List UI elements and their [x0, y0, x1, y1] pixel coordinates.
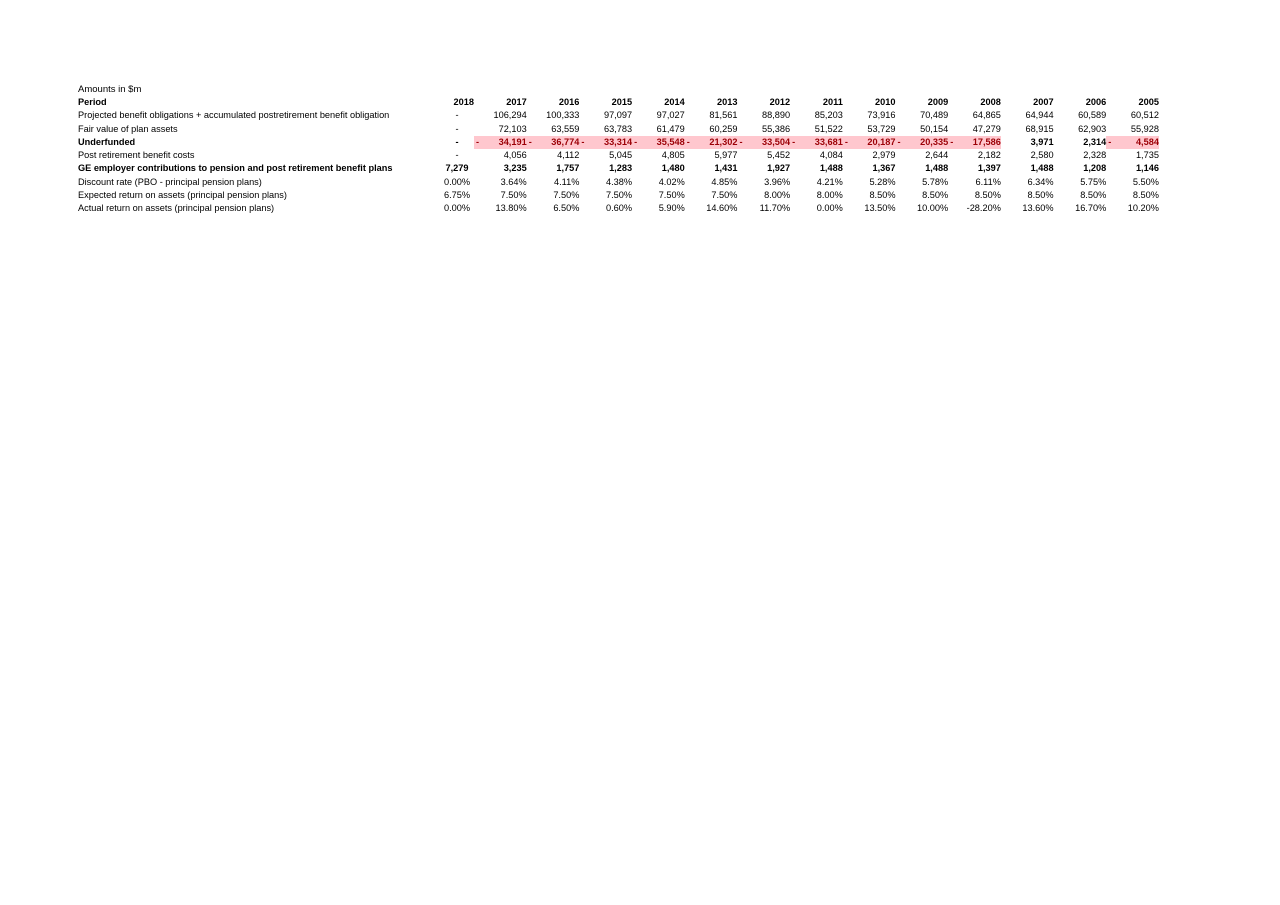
table-row — [78, 162, 1159, 175]
year-header: 2011 — [822, 97, 843, 107]
row-label: Projected benefit obligations + accumulated postretirement benefit obligation — [78, 110, 390, 121]
table-cell: 3.96% — [764, 176, 791, 187]
negative-sign: - — [634, 136, 638, 147]
negative-sign: - — [686, 136, 690, 147]
table-cell: 16.70% — [1075, 203, 1107, 214]
table-cell: 53,729 — [867, 123, 896, 134]
table-cell: 13.60% — [1022, 203, 1054, 214]
table-cell: 10.20% — [1127, 203, 1159, 214]
cell-value: 20,335 — [920, 136, 949, 147]
year-header: 2016 — [558, 97, 580, 107]
negative-sign: - — [844, 136, 848, 147]
table-cell: 68,915 — [1025, 123, 1054, 134]
row-label: Actual return on assets (principal pension plans) — [78, 203, 275, 214]
table-cell: 14.60% — [706, 203, 738, 214]
table-cell — [896, 136, 949, 149]
header-row — [78, 96, 1159, 109]
table-cell: 1,735 — [1135, 150, 1159, 161]
table-cell: 1,488 — [925, 163, 949, 174]
table-cell: 61,479 — [656, 123, 685, 134]
table-cell: 5.50% — [1132, 176, 1159, 187]
table-cell: 2,328 — [1083, 150, 1107, 161]
year-header: 2018 — [453, 97, 474, 107]
table-cell: - — [455, 110, 459, 121]
negative-sign: - — [897, 136, 901, 147]
table-cell: 6.50% — [553, 203, 580, 214]
year-header: 2007 — [1033, 97, 1054, 107]
table-cell — [737, 136, 790, 149]
year-header: 2008 — [980, 97, 1001, 107]
spreadsheet — [78, 83, 1159, 216]
table-cell: 5.90% — [658, 203, 685, 214]
table-cell: 1,146 — [1135, 163, 1159, 174]
table-cell: 8.00% — [764, 190, 791, 201]
table-row — [78, 109, 1159, 122]
table-cell: 100,333 — [546, 110, 580, 121]
table-cell — [790, 136, 843, 149]
table-cell: 62,903 — [1078, 123, 1107, 134]
table-cell: 60,589 — [1078, 110, 1107, 121]
table-cell: - — [455, 123, 459, 134]
table-cell: 7.50% — [553, 190, 580, 201]
table-cell: 63,559 — [551, 123, 580, 134]
table-cell: 10.00% — [917, 203, 949, 214]
table-cell: 3.64% — [500, 176, 527, 187]
table-row — [78, 202, 1159, 215]
table-cell: 4.02% — [658, 176, 685, 187]
table-row — [78, 149, 1159, 162]
table-cell: 5.75% — [1080, 176, 1107, 187]
table-cell: 7.50% — [658, 190, 685, 201]
table-cell: 8.50% — [869, 190, 896, 201]
table-cell — [685, 136, 738, 149]
year-header: 2015 — [611, 97, 633, 107]
year-header: 2017 — [506, 97, 527, 107]
table-cell: 1,367 — [872, 163, 896, 174]
negative-sign: - — [1108, 136, 1112, 147]
table-cell: 6.11% — [975, 176, 1001, 187]
table-cell: 55,928 — [1130, 123, 1159, 134]
table-cell: 2,580 — [1030, 150, 1054, 161]
table-row — [78, 176, 1159, 189]
table-cell: 55,386 — [762, 123, 791, 134]
table-cell: 97,097 — [603, 110, 633, 121]
table-row — [78, 123, 1159, 136]
table-cell: 11.70% — [759, 203, 791, 214]
table-cell: 73,916 — [867, 110, 896, 121]
table-cell: 6.75% — [443, 190, 471, 201]
table-cell: 2,644 — [925, 150, 949, 161]
table-cell: 1,927 — [767, 163, 791, 174]
table-cell: 4,084 — [819, 150, 843, 161]
cell-value: 33,681 — [814, 136, 843, 147]
pension-table — [78, 96, 1159, 216]
table-cell: 0.00% — [443, 176, 471, 187]
table-cell: 8.50% — [922, 190, 949, 201]
table-cell: 70,489 — [920, 110, 949, 121]
table-cell — [474, 136, 527, 149]
table-cell: 2,182 — [977, 150, 1001, 161]
row-label: Underfunded — [78, 136, 136, 147]
table-cell: 8.50% — [1132, 190, 1159, 201]
cell-value: 4,584 — [1135, 136, 1159, 147]
table-cell: 81,561 — [709, 110, 738, 121]
negative-sign: - — [528, 136, 532, 147]
table-cell: 1,488 — [819, 163, 843, 174]
table-cell: 88,890 — [762, 110, 791, 121]
table-cell: 7.50% — [711, 190, 738, 201]
row-label: Discount rate (PBO - principal pension plans) — [78, 176, 262, 187]
table-cell: 97,027 — [656, 110, 685, 121]
table-cell: 2,979 — [872, 150, 896, 161]
table-cell: 4,112 — [557, 150, 580, 161]
table-cell: 8.50% — [974, 190, 1001, 201]
year-header: 2009 — [927, 97, 949, 107]
table-cell: 8.00% — [816, 190, 843, 201]
table-cell: 8.50% — [1027, 190, 1054, 201]
negative-sign: - — [581, 136, 585, 147]
table-cell: 72,103 — [498, 123, 527, 134]
table-cell: 5,452 — [767, 150, 791, 161]
table-cell: 3,235 — [503, 163, 527, 174]
cell-value: 33,504 — [762, 136, 791, 147]
year-header: 2013 — [716, 97, 738, 107]
table-cell: 51,522 — [814, 123, 843, 134]
row-label: Post retirement benefit costs — [78, 150, 195, 161]
row-label: GE employer contributions to pension and post retirement benefit plans — [78, 163, 393, 174]
table-cell — [527, 136, 580, 149]
table-cell: 1,488 — [1030, 163, 1054, 174]
cell-value: 34,191 — [498, 136, 527, 147]
year-header: 2005 — [1138, 97, 1159, 107]
negative-sign: - — [476, 136, 480, 147]
table-cell: 7.50% — [500, 190, 527, 201]
table-row — [78, 136, 1159, 149]
table-cell — [1106, 136, 1159, 149]
table-cell: 0.00% — [443, 203, 471, 214]
table-cell: 4,805 — [661, 150, 685, 161]
table-cell: 5,045 — [609, 150, 633, 161]
table-cell: 1,757 — [556, 163, 580, 174]
table-cell: 4.21% — [816, 176, 843, 187]
table-cell: 0.60% — [606, 203, 633, 214]
table-cell: 5,977 — [714, 150, 738, 161]
table-cell: 7.50% — [606, 190, 633, 201]
cell-value: 17,586 — [972, 136, 1001, 147]
table-cell: 1,431 — [714, 163, 738, 174]
table-cell: 1,283 — [609, 163, 633, 174]
table-cell: 4.11% — [554, 176, 580, 187]
table-cell: 106,294 — [493, 110, 527, 121]
table-cell: 63,783 — [603, 123, 633, 134]
cell-value: 20,187 — [867, 136, 896, 147]
cell-value: 21,302 — [709, 136, 738, 147]
table-cell: 64,865 — [972, 110, 1001, 121]
table-cell — [843, 136, 896, 149]
table-cell: 6.34% — [1027, 176, 1054, 187]
table-cell: 4.85% — [711, 176, 738, 187]
table-cell — [948, 136, 1001, 149]
table-cell: 2,314 — [1083, 136, 1107, 147]
table-cell: 60,259 — [709, 123, 738, 134]
year-header: 2012 — [769, 97, 791, 107]
table-cell — [632, 136, 685, 149]
year-header: 2014 — [664, 97, 685, 107]
table-row — [78, 189, 1159, 202]
table-cell: 1,397 — [977, 163, 1001, 174]
table-cell: 60,512 — [1130, 110, 1159, 121]
table-cell: - — [455, 136, 459, 147]
table-cell — [579, 136, 632, 149]
cell-value: 33,314 — [603, 136, 633, 147]
table-cell: 4,056 — [503, 150, 527, 161]
table-cell: 7,279 — [445, 163, 469, 174]
negative-sign: - — [739, 136, 743, 147]
negative-sign: - — [950, 136, 954, 147]
table-cell: 1,208 — [1083, 163, 1107, 174]
table-cell: 47,279 — [972, 123, 1001, 134]
table-cell: 5.78% — [922, 176, 949, 187]
table-cell: 50,154 — [920, 123, 949, 134]
table-cell: 85,203 — [814, 110, 843, 121]
table-cell: 8.50% — [1080, 190, 1107, 201]
table-cell: -28.20% — [966, 203, 1001, 214]
table-cell: 3,971 — [1030, 136, 1054, 147]
table-cell: 1,480 — [661, 163, 685, 174]
year-header: 2010 — [875, 97, 896, 107]
table-cell: - — [455, 150, 459, 161]
row-label: Fair value of plan assets — [78, 123, 178, 134]
year-header: 2006 — [1085, 97, 1107, 107]
cell-value: 36,774 — [551, 136, 580, 147]
units-caption: Amounts in $m — [78, 84, 142, 95]
period-header: Period — [78, 97, 107, 107]
table-cell: 0.00% — [816, 203, 843, 214]
table-cell: 13.50% — [864, 203, 896, 214]
table-cell: 13.80% — [495, 203, 527, 214]
cell-value: 35,548 — [656, 136, 685, 147]
table-cell: 4.38% — [606, 176, 633, 187]
table-cell: 5.28% — [869, 176, 896, 187]
table-cell: 64,944 — [1025, 110, 1054, 121]
row-label: Expected return on assets (principal pension plans) — [78, 190, 287, 201]
negative-sign: - — [792, 136, 796, 147]
